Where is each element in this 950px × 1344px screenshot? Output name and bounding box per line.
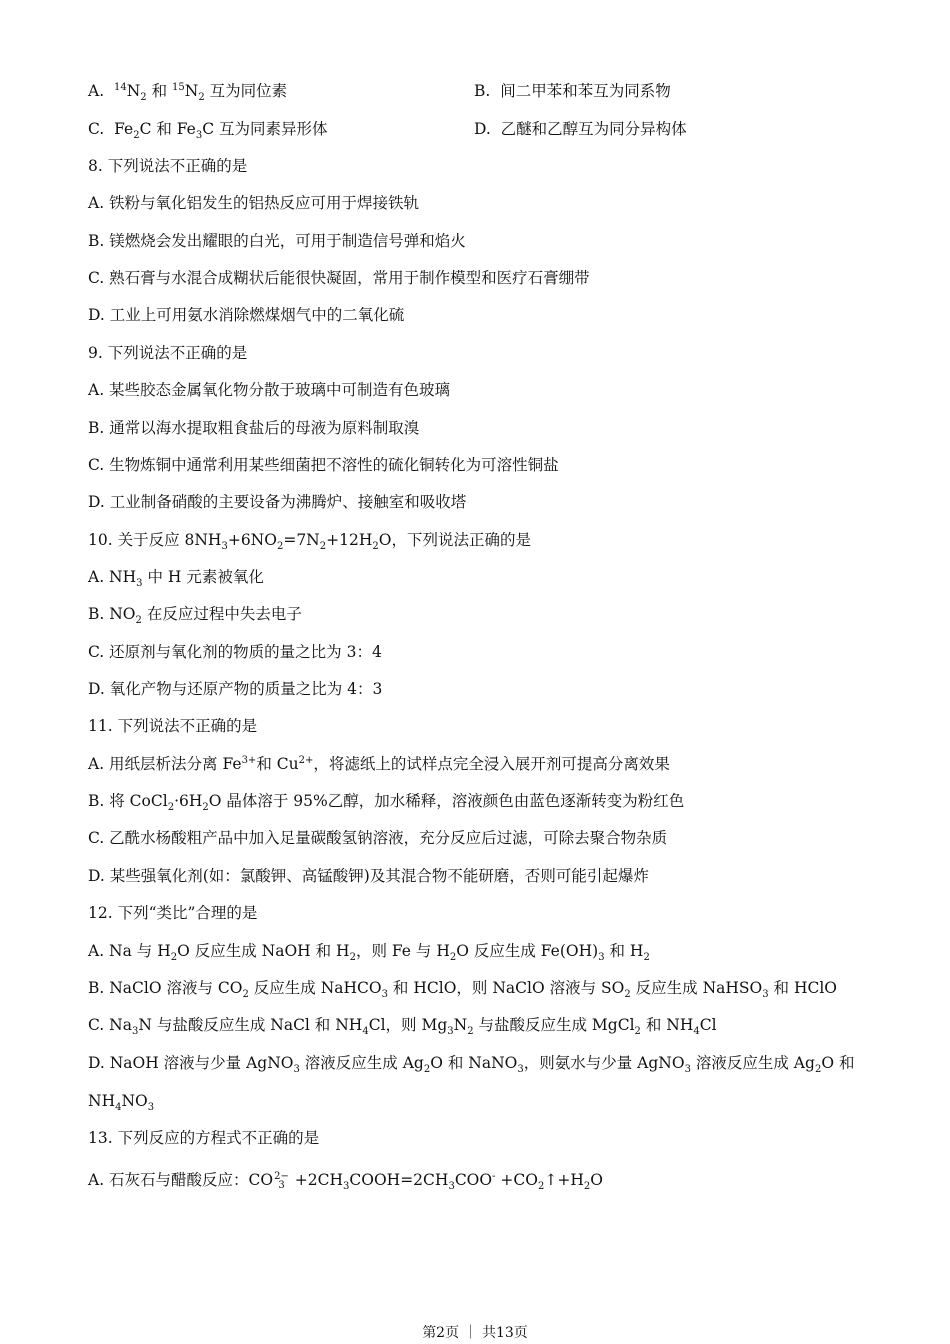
page-footer: 第2页 ｜ 共13页 xyxy=(422,1325,528,1341)
q10-option-b: B. $NO_2$ 在反应过程中失去电子 xyxy=(88,605,302,627)
q8-stem: 8. 下列说法不正确的是 xyxy=(88,157,248,175)
q12-option-a: A. Na 与 $H_2O$ 反应生成 NaOH 和 $H_2$，则 Fe 与 $H_2O$ 反应生成 $Fe(OH)_3$ 和 $H_2$ xyxy=(88,942,650,964)
q10-option-c: C. 还原剂与氧化剂的物质的量之比为 3：4 xyxy=(88,643,382,661)
q13-option-a: A. 石灰石与醋酸反应：CO 2− 3 $+2CH_3COOH=2CH_3COO^-$ $+CO_2↑+H_2O$ xyxy=(88,1170,603,1193)
q12-option-d-continued: $NH_4NO_3$ xyxy=(88,1092,155,1114)
q8-option-a: A. 铁粉与氧化铝发生的铝热反应可用于焊接铁轨 xyxy=(88,194,420,212)
q12-stem: 12. 下列“类比”合理的是 xyxy=(88,904,258,922)
q10-stem: 10. 关于反应 $8NH_3+6NO_2=7N_2+12H_2O$，下列说法正确的是 xyxy=(88,531,531,553)
q8-option-c: C. 熟石膏与水混合成糊状后能很快凝固，常用于制作模型和医疗石膏绷带 xyxy=(88,269,590,287)
q12-option-d: D. NaOH 溶液与少量 AgNO$_3$ 溶液反应生成 $Ag_2O$ 和 NaNO$_3$，则氨水与少量 AgNO$_3$ 溶液反应生成 $Ag_2O$ 和 xyxy=(88,1054,855,1076)
q9-stem: 9. 下列说法不正确的是 xyxy=(88,344,248,362)
q10-option-a: A. $NH_3$ 中 H 元素被氧化 xyxy=(88,568,264,590)
q7-option-a: A. $^{14}N_2$ 和 $^{15}N_2$ 互为同位素 xyxy=(88,81,288,104)
q10-option-d: D. 氧化产物与还原产物的质量之比为 4：3 xyxy=(88,680,383,698)
q11-stem: 11. 下列说法不正确的是 xyxy=(88,717,258,735)
q12-option-b: B. NaClO 溶液与 $CO_2$ 反应生成 NaHCO$_3$ 和 HClO，则 NaClO 溶液与 $SO_2$ 反应生成 NaHSO$_3$ 和 HClO xyxy=(88,979,838,1001)
q9-option-d: D. 工业制备硝酸的主要设备为沸腾炉、接触室和吸收塔 xyxy=(88,493,467,511)
q11-option-b: B. 将 $CoCl_2\cdot 6H_2O$ 晶体溶于 95%乙醇，加水稀释，溶液颜色由蓝色逐渐转变为粉红色 xyxy=(88,792,685,814)
q11-option-a: A. 用纸层析法分离 $Fe^{3+}$和 $Cu^{2+}$，将滤纸上的试样点完全浸入展开剂可提高分离效果 xyxy=(88,754,670,773)
q12-option-c: C. $Na_3N$ 与盐酸反应生成 NaCl 和 $NH_4Cl$，则 $Mg_3N_2$ 与盐酸反应生成 MgCl$_2$ 和 $NH_4Cl$ xyxy=(88,1016,717,1038)
carbonate-charge-stack: 2− 3 xyxy=(274,1171,289,1191)
q7-option-b: B. 间二甲苯和苯互为同系物 xyxy=(474,82,671,100)
q9-option-c: C. 生物炼铜中通常利用某些细菌把不溶性的硫化铜转化为可溶性铜盐 xyxy=(88,456,559,474)
q8-option-d: D. 工业上可用氨水消除燃煤烟气中的二氧化硫 xyxy=(88,306,405,324)
q13-stem: 13. 下列反应的方程式不正确的是 xyxy=(88,1129,320,1147)
q8-option-b: B. 镁燃烧会发出耀眼的白光，可用于制造信号弹和焰火 xyxy=(88,232,466,250)
q11-option-c: C. 乙酰水杨酸粗产品中加入足量碳酸氢钠溶液，充分反应后过滤，可除去聚合物杂质 xyxy=(88,829,668,847)
q9-option-b: B. 通常以海水提取粗食盐后的母液为原料制取溴 xyxy=(88,419,420,437)
q7-option-c: C. $Fe_2C$ 和 $Fe_3C$ 互为同素异形体 xyxy=(88,120,328,142)
q7-option-d: D. 乙醚和乙醇互为同分异构体 xyxy=(474,120,687,138)
q9-option-a: A. 某些胶态金属氧化物分散于玻璃中可制造有色玻璃 xyxy=(88,381,451,399)
q11-option-d: D. 某些强氧化剂(如：氯酸钾、高锰酸钾)及其混合物不能研磨，否则可能引起爆炸 xyxy=(88,867,649,885)
